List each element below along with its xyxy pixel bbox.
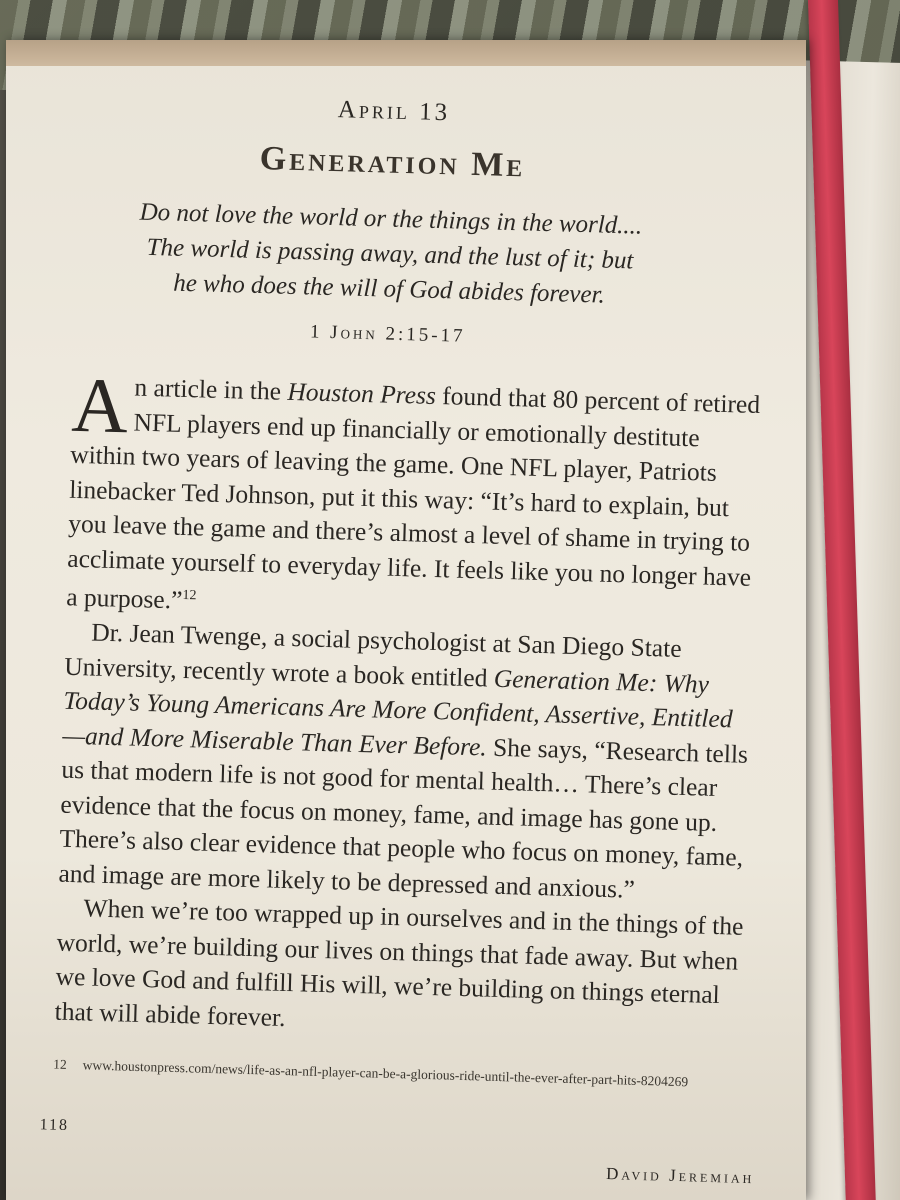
- entry-title: Generation Me: [259, 139, 526, 185]
- paragraph: [54, 891, 748, 1048]
- scripture-quote: [59, 192, 722, 315]
- scripture-line: he who does the will of God abides forever.: [172, 269, 606, 309]
- footnote-url[interactable]: www.houstonpress.com/news/life-as-an-nfl-player-can-be-a-glorious-ride-until-the-ever-after-part-hits-8204269: [82, 1057, 689, 1090]
- scripture-line: The world is passing away, and the lust of it; but: [146, 233, 634, 275]
- footnote: [53, 1057, 763, 1093]
- book-title: Generation Me: Why Today’s Young Americans Are More Confident, Assertive, Entitled—and More Miserable Than Ever Before.: [62, 663, 733, 762]
- running-footer-author: David Jeremiah: [605, 1164, 755, 1188]
- paragraph-text: n article in the: [134, 372, 288, 406]
- paragraph-text: When we’re too wrapped up in ourselves and in the things of the world, we’re building our lives on things that fade away. But when we love God and fulfill His will, we’re building on things eternal that will abide forever.: [54, 893, 744, 1032]
- paragraph: [58, 615, 755, 910]
- paragraph-text: Dr. Jean Twenge, a social psychologist at San Diego State University, recently wrote a book entitled: [63, 617, 683, 693]
- paragraph-text: found that 80 percent of retired NFL players end up financially or emotionally destitute within two years of leaving the game. One NFL player, Patriots linebacker Ted Johnson, put it this way: “It’s hard to explain, but you leave the game and there’s almost a level of shame in trying to acclimate yourself to everyday life. It feels like you no longer have a purpose.”: [65, 380, 761, 615]
- paragraph: [65, 360, 763, 634]
- scripture-line: Do not love the world or the things in the world....: [139, 198, 643, 240]
- devotional-body: [54, 360, 762, 1048]
- footnote-marker[interactable]: 12: [182, 587, 197, 604]
- page-number: 118: [39, 1116, 70, 1135]
- book-page: [6, 40, 806, 1200]
- entry-date: April 13: [337, 96, 451, 127]
- scripture-reference: 1 John 2:15-17: [309, 321, 466, 347]
- publication-title: Houston Press: [287, 376, 437, 410]
- drop-cap: A: [70, 360, 130, 450]
- paragraph-text: She says, “Research tells us that modern life is not good for mental health… There’s clear evidence that the focus on money, fame, and image has gone up. There’s also clear evidence that people who focus on money, fame, and image are more likely to be depressed and anxious.”: [58, 732, 749, 904]
- footnote-number: 12: [53, 1056, 67, 1072]
- page-content: [6, 40, 806, 1200]
